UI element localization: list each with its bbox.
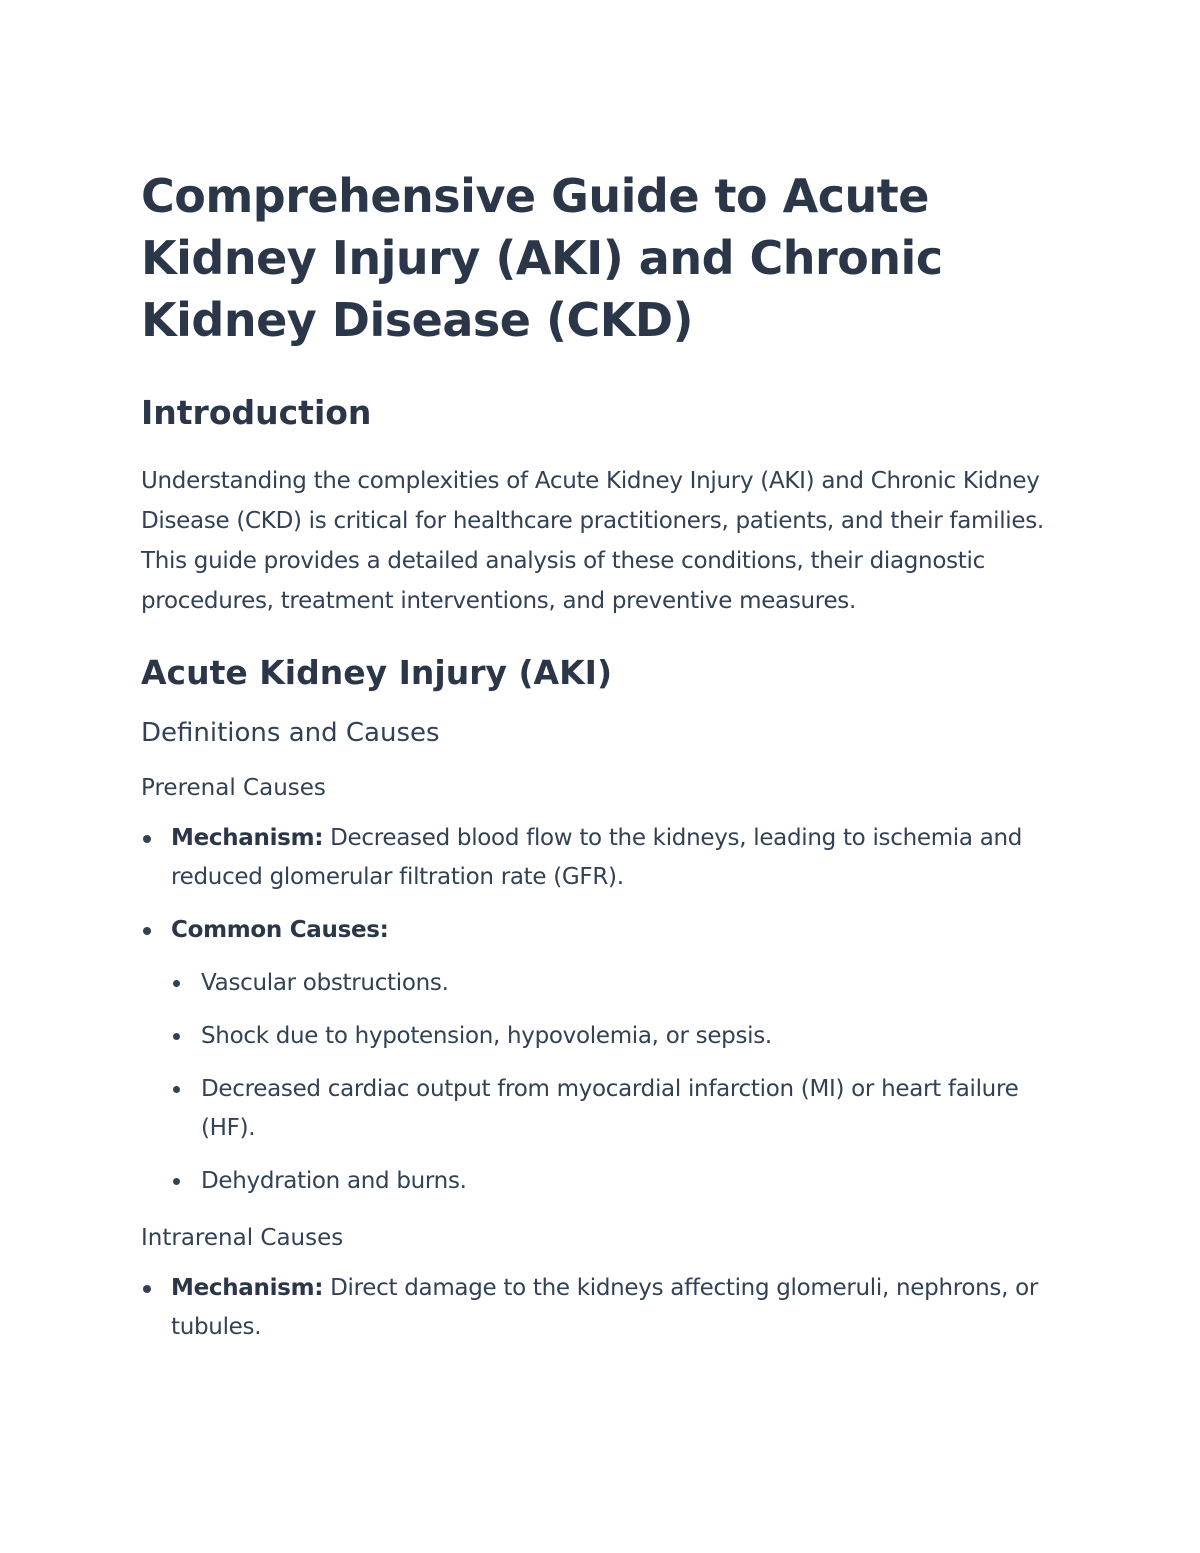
common-causes-list — [171, 964, 1061, 1201]
list-item — [171, 964, 1061, 1003]
bullet-icon — [173, 1033, 180, 1040]
bullet-icon — [173, 980, 180, 987]
bullet-icon — [173, 1086, 180, 1093]
introduction-heading: Introduction — [141, 393, 372, 432]
list-item-common-causes — [141, 911, 1061, 1201]
list-item-prerenal-mechanism — [141, 819, 1061, 897]
bullet-icon — [143, 1285, 151, 1293]
prerenal-list — [141, 819, 1061, 1201]
prerenal-heading: Prerenal Causes — [141, 775, 326, 801]
introduction-paragraph: Understanding the complexities of Acute Kidney Injury (AKI) and Chronic Kidney Disease (CKD) is critical for healthcare practitioners, patients, and their families. This guide provides a detailed analysis of these conditions, their diagnostic procedures, treatment interventions, and preventive measures. — [141, 468, 1044, 614]
list-item-intrarenal-mechanism — [141, 1269, 1061, 1347]
intrarenal-list — [141, 1269, 1061, 1347]
list-item-text: Dehydration and burns. — [201, 1168, 467, 1194]
list-item-text: Shock due to hypotension, hypovolemia, or sepsis. — [201, 1023, 772, 1049]
definitions-heading: Definitions and Causes — [141, 718, 440, 748]
document-page — [141, 165, 1061, 1347]
list-item — [171, 1162, 1061, 1201]
list-item-text: Vascular obstructions. — [201, 970, 449, 996]
common-causes-label: Common Causes: — [171, 917, 389, 943]
list-item — [171, 1070, 1061, 1148]
intrarenal-heading: Intrarenal Causes — [141, 1225, 344, 1251]
page-title: Comprehensive Guide to Acute Kidney Injury (AKI) and Chronic Kidney Disease (CKD) — [141, 169, 943, 347]
bullet-icon — [173, 1178, 180, 1185]
mechanism-label: Mechanism: — [171, 825, 324, 851]
bullet-icon — [143, 835, 151, 843]
mechanism-label: Mechanism: — [171, 1275, 324, 1301]
list-item — [171, 1017, 1061, 1056]
mechanism-text: Direct damage to the kidneys affecting glomeruli, nephrons, or tubules. — [171, 1275, 1039, 1340]
mechanism-text: Decreased blood flow to the kidneys, leading to ischemia and reduced glomerular filtration rate (GFR). — [171, 825, 1023, 890]
bullet-icon — [143, 927, 151, 935]
aki-heading: Acute Kidney Injury (AKI) — [141, 653, 613, 692]
list-item-text: Decreased cardiac output from myocardial infarction (MI) or heart failure (HF). — [201, 1076, 1019, 1141]
